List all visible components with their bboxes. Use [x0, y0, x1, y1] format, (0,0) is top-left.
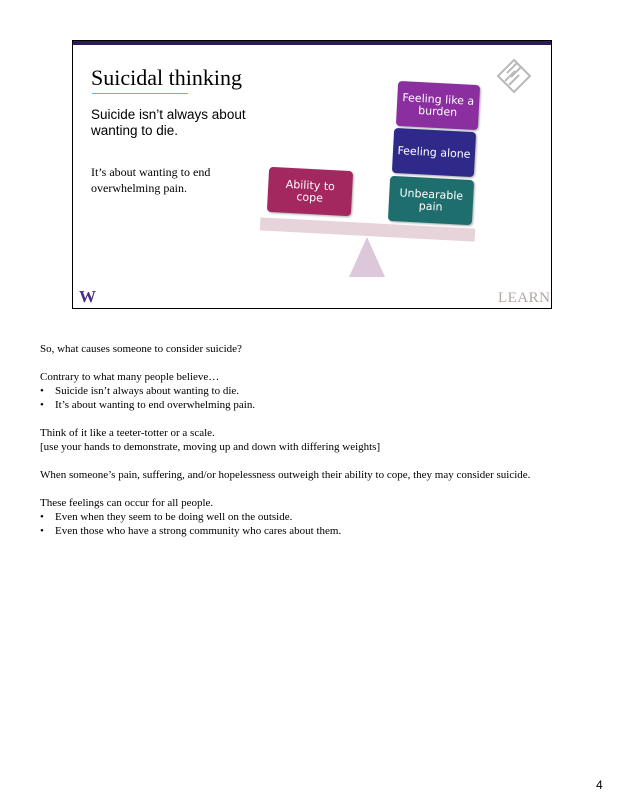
list-item: • Even those who have a strong community who cares about them. [40, 524, 600, 538]
slide-subtitle: Suicide isn’t always about wanting to die. [91, 107, 246, 138]
notes-contrary: Contrary to what many people believe… [40, 371, 220, 383]
notes-outweigh: When someone’s pain, suffering, and/or hopelessness outweigh their ability to cope, they may consider suicide. [40, 469, 531, 481]
ladder-diamond-logo-icon [495, 57, 533, 95]
notes-feelings: These feelings can occur for all people. [40, 497, 214, 509]
slide-title: Suicidal thinking [91, 65, 242, 90]
list-item: • Suicide isn’t always about wanting to die. [40, 384, 600, 398]
page-number: 4 [596, 778, 603, 792]
learn-label: LEARN [498, 290, 551, 306]
scale-box-cope: Ability to cope [267, 167, 353, 216]
scale-box-alone: Feeling alone [392, 128, 476, 177]
list-item: • It’s about wanting to end overwhelming pain. [40, 398, 600, 412]
slide-body-text: It’s about wanting to end overwhelming pain. [91, 165, 211, 195]
scale-box-pain: Unbearable pain [388, 176, 474, 225]
speaker-notes [40, 342, 600, 538]
notes-instruction: [use your hands to demonstrate, moving up and down with differing weights] [40, 441, 381, 453]
notes-think: Think of it like a teeter-totter or a scale. [40, 427, 215, 439]
scale-box-burden: Feeling like a burden [396, 81, 480, 130]
scale-fulcrum [349, 237, 385, 277]
title-underline [92, 93, 188, 94]
uw-logo: W [79, 287, 96, 306]
slide-thumbnail [72, 40, 552, 309]
list-item: • Even when they seem to be doing well on the outside. [40, 510, 600, 524]
slide-top-bar [73, 41, 551, 45]
notes-intro: So, what causes someone to consider suicide? [40, 343, 242, 355]
